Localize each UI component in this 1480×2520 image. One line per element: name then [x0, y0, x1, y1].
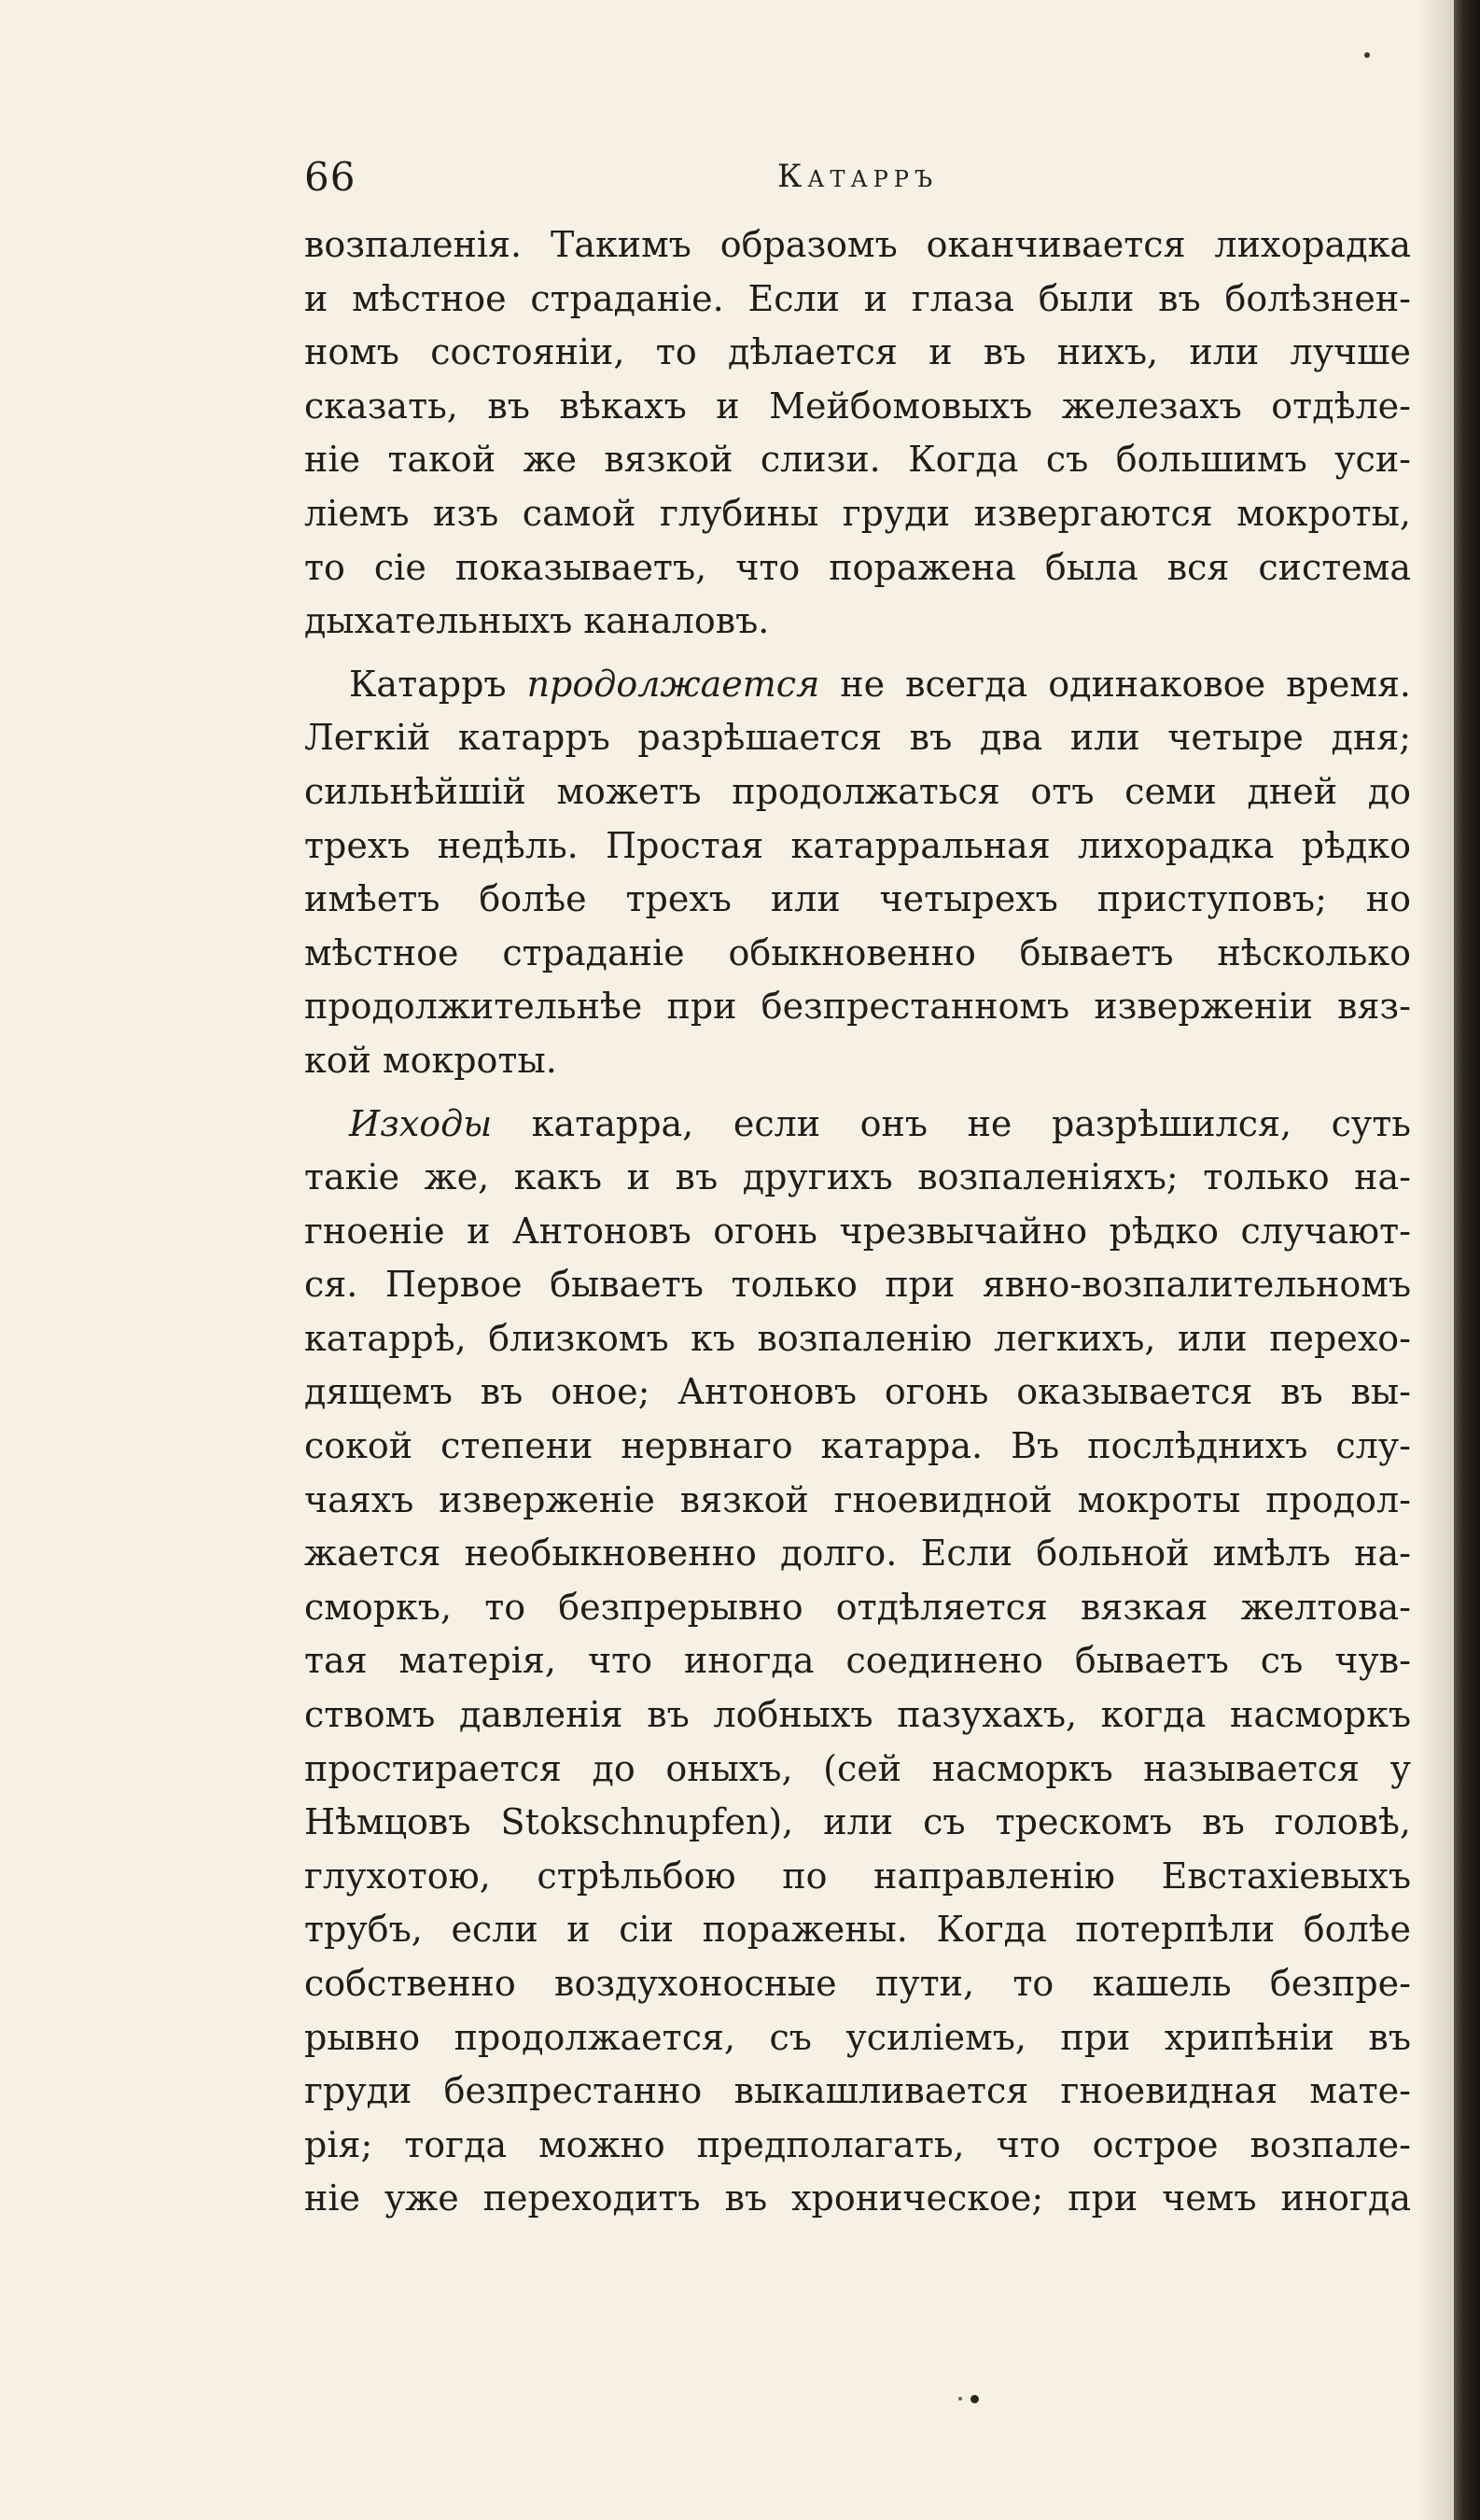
running-head: [304, 154, 1411, 210]
text-line: сильнѣйшій можетъ продолжаться отъ семи дней до: [304, 770, 1411, 812]
text-line: сморкъ, то безпрерывно отдѣляется вязкая желтова-: [304, 1586, 1411, 1628]
text-line: глухотою, стрѣльбою по направленію Евстахіевыхъ: [304, 1855, 1411, 1897]
text-line: номъ состояніи, то дѣлается и въ нихъ, или лучше: [304, 331, 1411, 373]
text-line: тая матерія, что иногда соединено бываетъ съ чув-: [304, 1640, 1411, 1682]
ink-speck: [970, 2395, 979, 2403]
text-run: не всегда одинаковое время.: [819, 663, 1411, 705]
paragraph: [304, 658, 1411, 1088]
text-line: ніе уже переходитъ въ хроническое; при чемъ иногда: [304, 2177, 1411, 2219]
page-edge-shadow: [1417, 0, 1454, 2520]
text-run: Катарръ: [349, 663, 527, 705]
text-line: Нѣмцовъ Stokschnupfen), или съ трескомъ въ головѣ,: [304, 1801, 1411, 1843]
text-line: трубъ, если и сіи поражены. Когда потерпѣли болѣе: [304, 1909, 1411, 1951]
italic-term: Изходы: [349, 1102, 493, 1144]
scan-border: [1454, 0, 1480, 2520]
text-line: трехъ недѣль. Простая катарральная лихорадка рѣдко: [304, 824, 1411, 866]
text-line: ся. Первое бываетъ только при явно-возпалительномъ: [304, 1264, 1411, 1306]
text-line: сказать, въ вѣкахъ и Мейбомовыхъ железахъ отдѣле-: [304, 385, 1411, 427]
text-line: кой мокроты.: [304, 1039, 557, 1081]
text-line: [304, 658, 1411, 712]
text-line: рывно продолжается, съ усиліемъ, при хрипѣніи въ: [304, 2016, 1411, 2058]
text-line: ствомъ давленія въ лобныхъ пазухахъ, когда насморкъ: [304, 1694, 1411, 1736]
text-line: возпаленія. Такимъ образомъ оканчивается лихорадка: [304, 224, 1411, 265]
text-line: простирается до оныхъ, (сей насморкъ называется у: [304, 1747, 1411, 1789]
body-text: [304, 218, 1411, 2226]
text-run: катарра, если онъ не разрѣшился, суть: [492, 1102, 1411, 1144]
italic-term: продолжается: [526, 663, 820, 705]
ink-speck: [958, 2397, 962, 2401]
text-line: дящемъ въ оное; Антоновъ огонь оказывается въ вы-: [304, 1371, 1411, 1413]
text-line: гноеніе и Антоновъ огонь чрезвычайно рѣдко случают-: [304, 1210, 1411, 1252]
text-line: [304, 1098, 1411, 1152]
text-line: катаррѣ, близкомъ къ возпаленію легкихъ, или перехо-: [304, 1317, 1411, 1359]
text-line: сокой степени нервнаго катарра. Въ послѣднихъ слу-: [304, 1425, 1411, 1467]
text-line: рія; тогда можно предполагать, что острое возпале-: [304, 2123, 1411, 2165]
text-line: чаяхъ изверженіе вязкой гноевидной мокроты продол-: [304, 1478, 1411, 1520]
text-line: имѣетъ болѣе трехъ или четырехъ приступовъ; но: [304, 878, 1411, 920]
text-line: собственно воздухоносные пути, то кашель безпре-: [304, 1963, 1411, 2004]
ink-speck: [1364, 52, 1370, 58]
text-line: то сіе показываетъ, что поражена была вся система: [304, 546, 1411, 588]
text-line: дыхательныхъ каналовъ.: [304, 600, 770, 642]
paragraph: [304, 1098, 1411, 2226]
text-line: такіе же, какъ и въ другихъ возпаленіяхъ; только на-: [304, 1156, 1411, 1198]
text-line: груди безпрестанно выкашливается гноевидная мате-: [304, 2070, 1411, 2112]
text-line: жается необыкновенно долго. Если больной имѣлъ на-: [304, 1533, 1411, 1575]
running-title: Катарръ: [776, 158, 939, 195]
page-number: 66: [304, 154, 356, 200]
text-line: и мѣстное страданіе. Если и глаза были въ болѣзнен-: [304, 277, 1411, 319]
text-line: ніе такой же вязкой слизи. Когда съ большимъ уси-: [304, 439, 1411, 481]
paragraph: [304, 218, 1411, 649]
text-line: Легкій катарръ разрѣшается въ два или четыре дня;: [304, 717, 1411, 759]
text-line: ліемъ изъ самой глубины груди извергаются мокроты,: [304, 492, 1411, 534]
text-line: продолжительнѣе при безпрестанномъ изверженіи вяз-: [304, 986, 1411, 1028]
text-line: мѣстное страданіе обыкновенно бываетъ нѣсколько: [304, 931, 1411, 973]
